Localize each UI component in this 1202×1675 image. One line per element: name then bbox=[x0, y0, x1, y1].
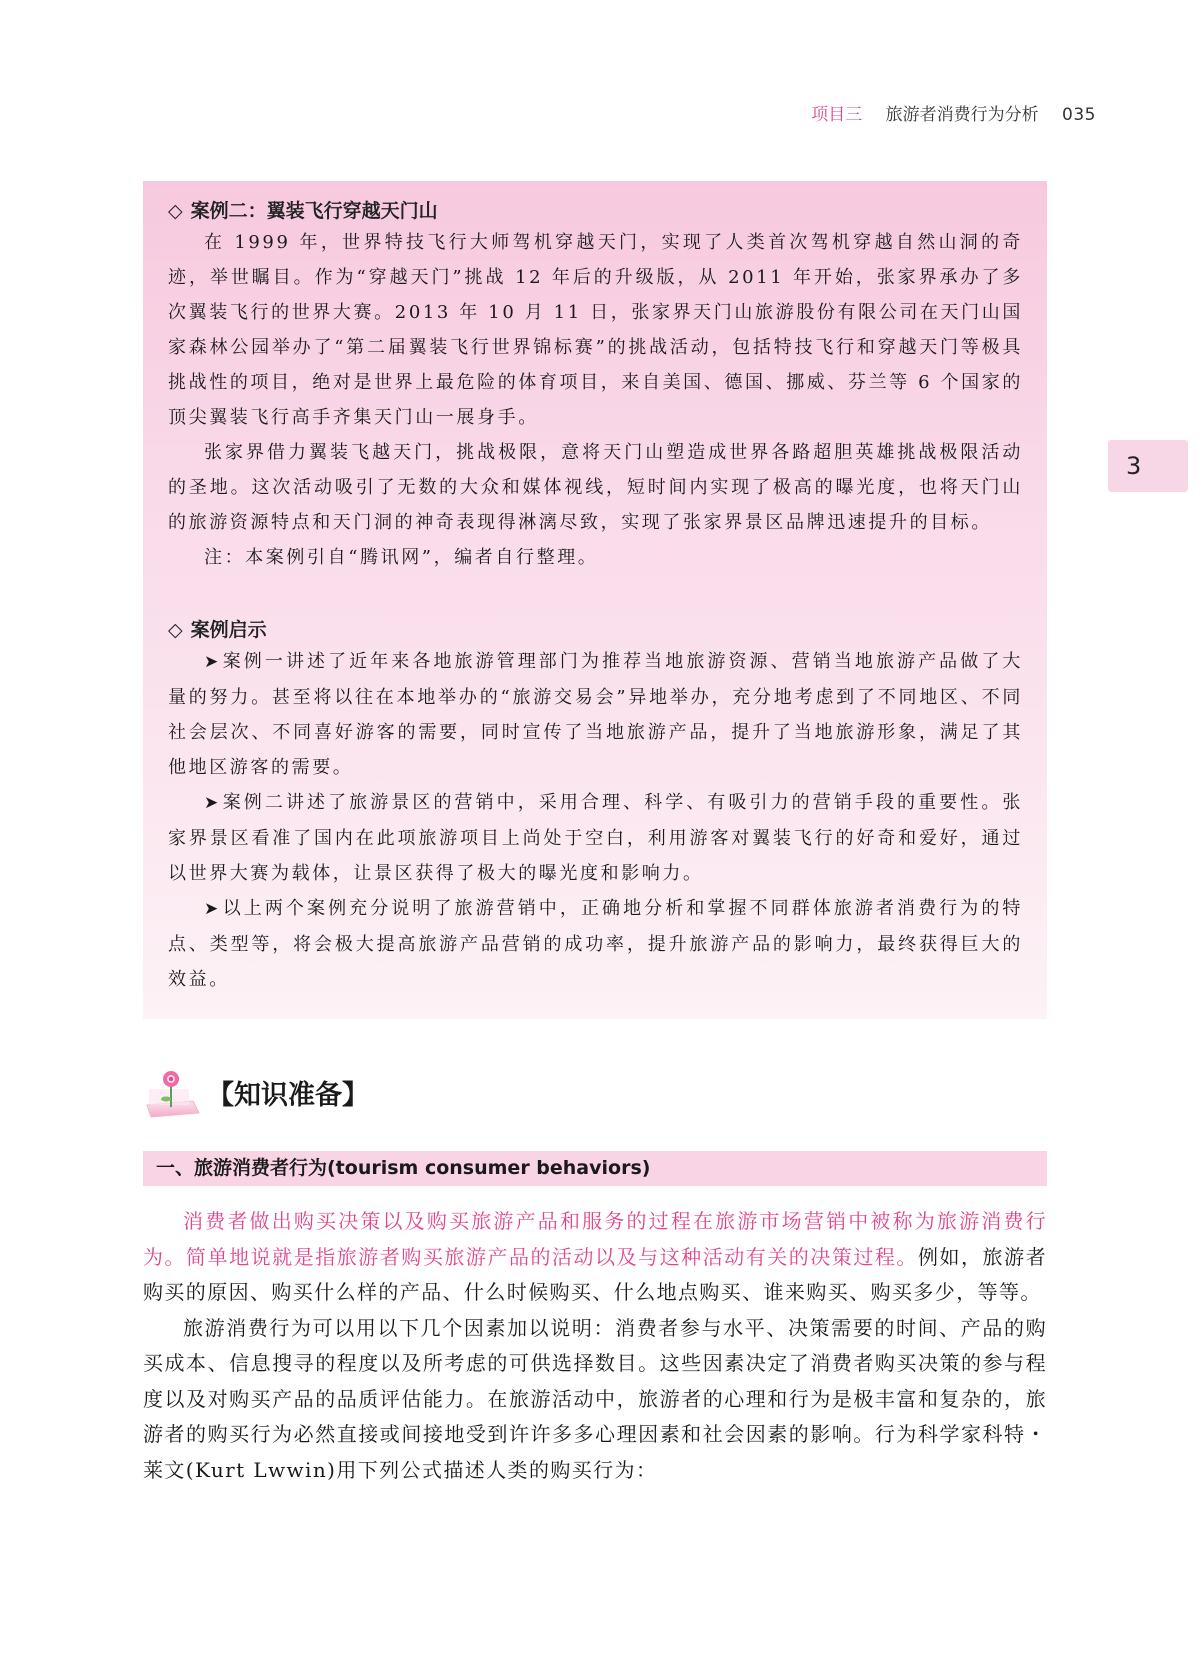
header-project: 项目三 bbox=[811, 105, 863, 125]
page-number: 035 bbox=[1062, 105, 1096, 125]
arrow-icon: ➤ bbox=[204, 793, 219, 813]
case2-heading: 案例二：翼装飞行穿越天门山 bbox=[190, 200, 438, 222]
insight-heading: 案例启示 bbox=[190, 619, 267, 641]
insight-item-text: 以上两个案例充分说明了旅游营销中，正确地分析和掌握不同群体旅游者消费行为的特点、类型等，将会极大提高旅游产品营销的成功率，提升旅游产品的影响力，最终获得巨大的效益。 bbox=[168, 898, 1023, 990]
header-title: 旅游者消费行为分析 bbox=[885, 105, 1039, 125]
insight-item-text: 案例一讲述了近年来各地旅游管理部门为推荐当地旅游资源、营销当地旅游产品做了大量的努力。甚至将以往在本地举办的“旅游交易会”异地举办，充分地考虑到了不同地区、不同社会层次、不同喜好游客的需要，同时宣传了当地旅游产品，提升了当地旅游形象，满足了其他地区游客的需要。 bbox=[168, 651, 1023, 778]
diamond-icon: ◇ bbox=[168, 619, 183, 641]
definition-rest: 例如，旅游者购买的原因、购买什么样的产品、什么时候购买、什么地点购买、谁来购买、购买多少，等等。 bbox=[143, 1244, 1048, 1304]
case2-note: 注：本案例引自“腾讯网”，编者自行整理。 bbox=[204, 547, 599, 568]
case-box bbox=[143, 181, 1047, 1019]
insight-item-text: 案例二讲述了旅游景区的营销中，采用合理、科学、有吸引力的营销手段的重要性。张家界景区看准了国内在此项旅游项目上尚处于空白，利用游客对翼装飞行的好奇和爱好，通过以世界大赛为载体，让景区获得了极大的曝光度和影响力。 bbox=[168, 792, 1023, 884]
diamond-icon: ◇ bbox=[168, 200, 183, 222]
section-body bbox=[143, 1204, 1047, 1488]
arrow-icon: ➤ bbox=[204, 652, 219, 672]
case2-heading-row bbox=[168, 197, 1023, 225]
insight-item bbox=[168, 644, 1023, 785]
insight-heading-row bbox=[168, 616, 1023, 644]
section-heading bbox=[143, 1151, 1047, 1186]
case2-paragraph: 张家界借力翼装飞越天门，挑战极限，意将天门山塑造成世界各路超胆英雄挑战极限活动的圣地。这次活动吸引了无数的大众和媒体视线，短时间内实现了极高的曝光度，也将天门山的旅游资源特点和天门洞的神奇表现得淋漓尽致，实现了张家界景区品牌迅速提升的目标。 bbox=[168, 442, 1023, 533]
knowledge-title: 【知识准备】 bbox=[207, 1080, 369, 1111]
chapter-tab bbox=[1108, 440, 1188, 492]
insight-item bbox=[168, 785, 1023, 891]
arrow-icon: ➤ bbox=[204, 899, 219, 919]
body-paragraph: 旅游消费行为可以用以下几个因素加以说明：消费者参与水平、决策需要的时间、产品的购买成本、信息搜寻的程度以及所考虑的可供选择数目。这些因素决定了消费者购买决策的参与程度以及对购买产品的品质评估能力。在旅游活动中，旅游者的心理和行为是极丰富和复杂的，旅游者的购买行为必然直接或间接地受到许许多多心理因素和社会因素的影响。行为科学家科特・莱文(Kurt Lwwin)用下列公式描述人类的购买行为： bbox=[143, 1315, 1047, 1482]
section-heading-text: 一、旅游消费者行为(tourism consumer behaviors) bbox=[156, 1157, 651, 1179]
definition-paragraph bbox=[143, 1204, 1047, 1311]
chapter-tab-number: 3 bbox=[1126, 452, 1142, 480]
case2-paragraph: 在 1999 年，世界特技飞行大师驾机穿越天门，实现了人类首次驾机穿越自然山洞的奇迹，举世瞩目。作为“穿越天门”挑战 12 年后的升级版，从 2011 年开始，张家界承办了多次翼装飞行的世界大赛。2013 年 10 月 11 日，张家界天门山旅游股份有限公司在天门山国家森林公园举办了“第二届翼装飞行世界锦标赛”的挑战活动，包括特技飞行和穿越天门等极具挑战性的项目，绝对是世界上最危险的体育项目，来自美国、德国、挪威、芬兰等 6 个国家的顶尖翼装飞行高手齐集天门山一展身手。 bbox=[168, 232, 1023, 428]
insight-item bbox=[168, 891, 1023, 997]
flower-icon bbox=[143, 1067, 201, 1121]
definition-highlight: 消费者做出购买决策以及购买旅游产品和服务的过程在旅游市场营销中被称为旅游消费行为。简单地说就是指旅游者购买旅游产品的活动以及与这种活动有关的决策过程。 bbox=[143, 1209, 1047, 1269]
running-header bbox=[811, 100, 1096, 125]
